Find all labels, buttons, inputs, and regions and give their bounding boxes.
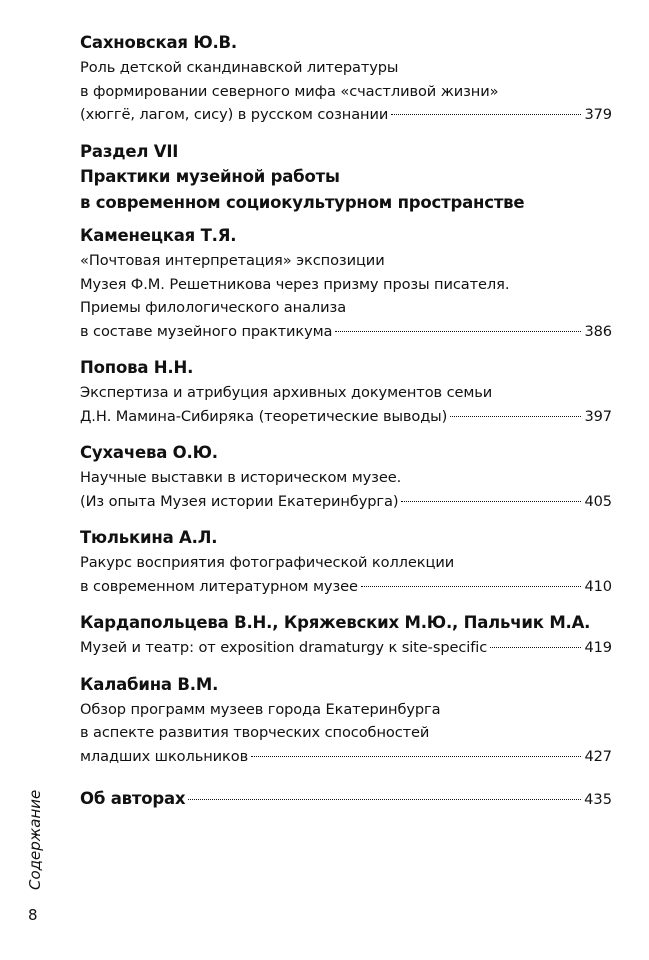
entry-last-line [80,405,612,429]
dot-leader [361,586,582,587]
entry-author: Кардапольцева В.Н., Кряжевских М.Ю., Пальчик М.А. [80,613,591,632]
entry-title-line: Д.Н. Мамина-Сибиряка (теоретические выводы) [80,407,448,425]
section-heading [80,139,612,216]
entry-last-line [80,745,612,769]
page-ref: 427 [584,747,612,765]
about-authors-entry [80,786,612,812]
entry-title-line: в составе музейного практикума [80,322,333,340]
section-title-line: в современном социокультурном пространстве [80,192,525,212]
entry-author: Каменецкая Т.Я. [80,226,237,245]
page-number: 8 [28,906,38,924]
entry-title-line: (хюггё, лагом, сису) в русском сознании [80,106,389,123]
entry-title-line: Приемы филологического анализа [80,299,347,316]
entry-title-line: в формировании северного мифа «счастливой жизни» [80,82,499,100]
entry-last-line [80,490,612,514]
entry-title-line: Музей и театр: от exposition dramaturgy к site-specific [80,639,488,656]
entry-title-line: Обзор программ музеев города Екатеринбурга [80,700,441,718]
entry-title-line: в аспекте развития творческих способностей [80,724,430,741]
dot-leader [188,799,581,800]
dot-leader [335,331,581,332]
entry-title-line: Музея Ф.М. Решетникова через призму прозы писателя. [80,275,510,293]
page-ref: 379 [584,106,612,123]
table-of-contents [80,30,612,812]
page-ref: 435 [584,791,612,808]
entry-author: Сахновская Ю.В. [80,33,237,52]
about-authors-label: Об авторах [80,789,186,808]
section-label: Раздел VII [80,141,179,161]
entry-title-line: Экспертиза и атрибуция архивных документов семьи [80,384,493,401]
toc-entry [80,440,612,513]
entry-last-line [80,636,612,660]
entry-title-line: Роль детской скандинавской литературы [80,59,399,76]
page-ref: 410 [584,577,612,595]
entry-author: Сухачева О.Ю. [80,443,218,462]
toc-entry [80,30,612,127]
dot-leader [401,501,581,502]
running-head: Содержание [26,789,44,890]
entry-title-line: Ракурс восприятия фотографической коллекции [80,554,455,571]
dot-leader [391,114,581,115]
toc-entry [80,223,612,343]
toc-entry [80,355,612,428]
page-ref: 419 [584,639,612,656]
toc-entry [80,610,612,660]
entry-title-line: (Из опыта Музея истории Екатеринбурга) [80,492,399,510]
entry-title-line: в современном литературном музее [80,577,358,595]
section-title-line: Практики музейной работы [80,167,340,186]
dot-leader [251,756,581,757]
page-ref: 386 [584,322,612,340]
entry-title-line: младших школьников [80,747,249,765]
entry-title-line: Научные выставки в историческом музее. [80,469,402,486]
toc-entry [80,525,612,598]
dot-leader [450,416,581,417]
entry-title-line: «Почтовая интерпретация» экспозиции [80,252,385,269]
entry-last-line [80,320,612,344]
page-ref: 405 [584,492,612,510]
dot-leader [490,647,581,648]
entry-author: Тюлькина А.Л. [80,528,218,547]
entry-author: Калабина В.М. [80,674,219,694]
toc-entry [80,672,612,769]
page-ref: 397 [584,407,612,425]
entry-last-line [80,575,612,599]
entry-last-line [80,103,612,127]
entry-author: Попова Н.Н. [80,358,194,377]
